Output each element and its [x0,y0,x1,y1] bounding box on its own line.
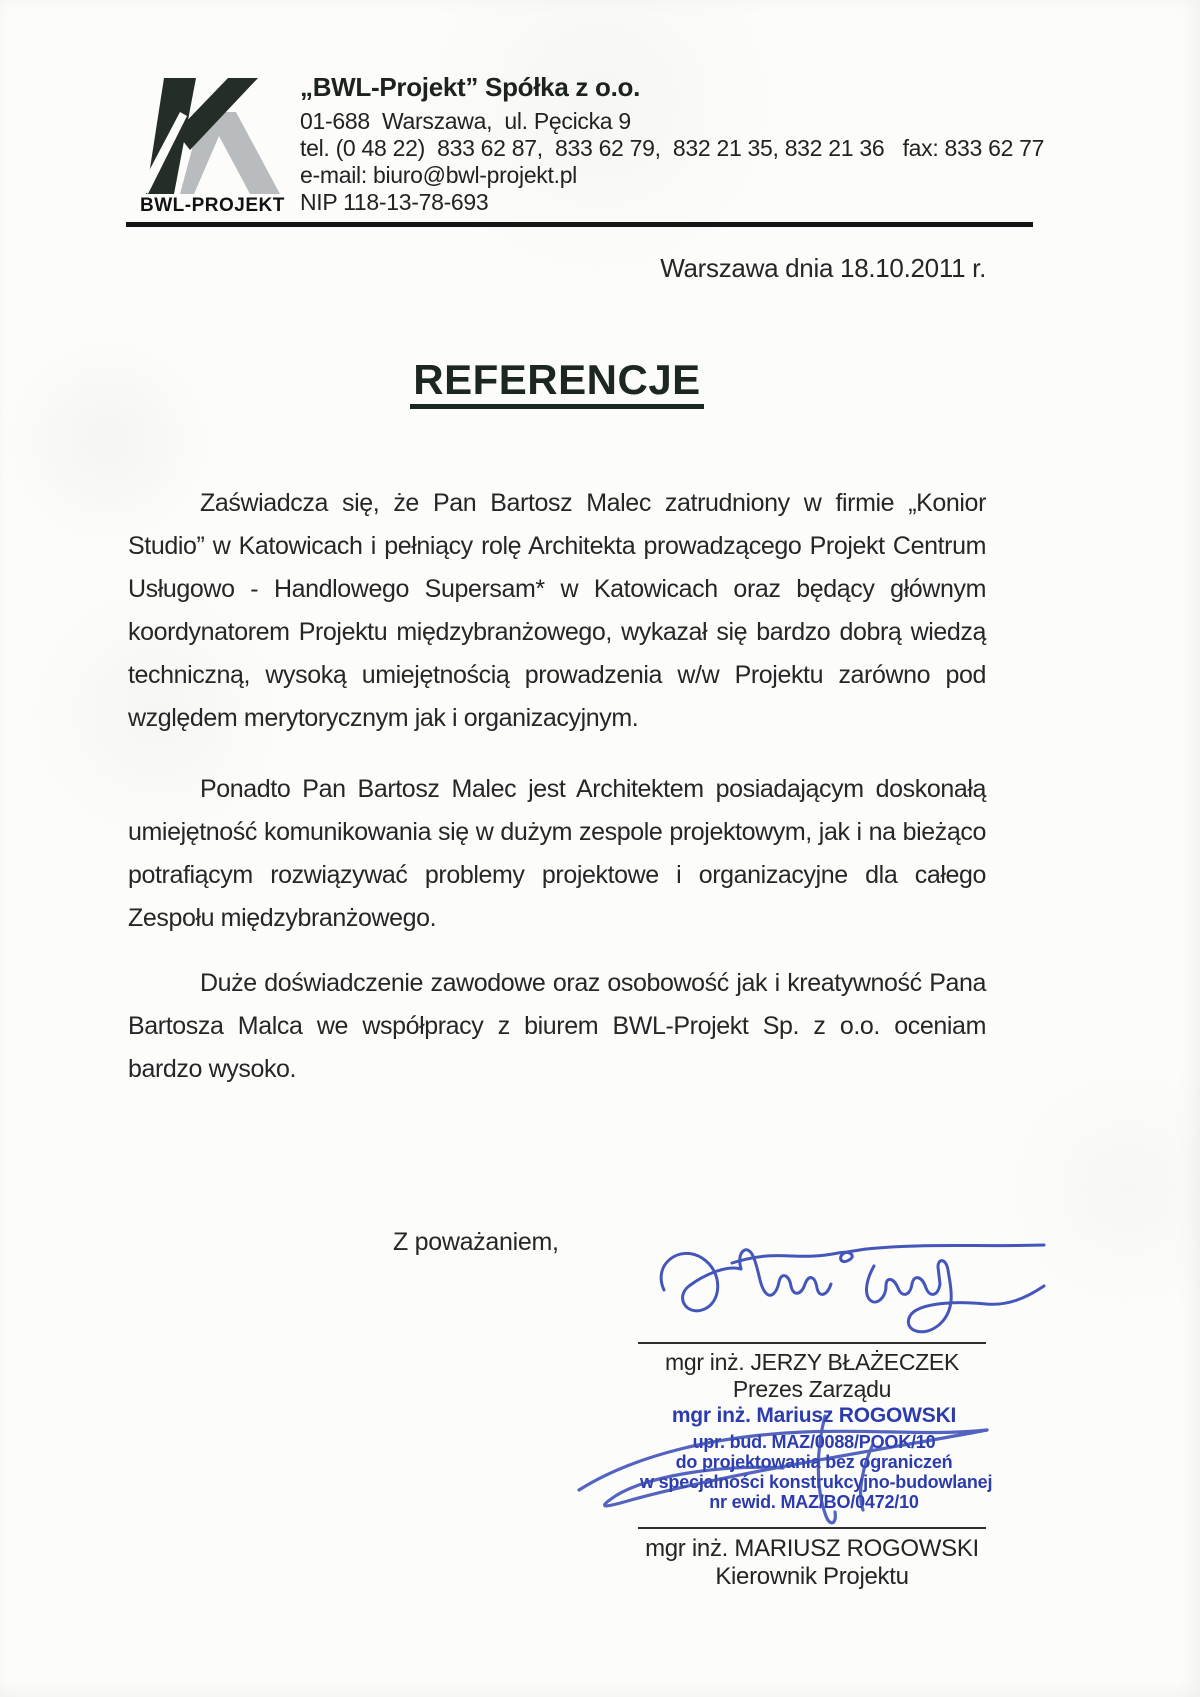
stamp-line: nr ewid. MAZ/BO/0472/10 [709,1492,919,1512]
company-info [300,72,1080,216]
company-logo [140,78,300,217]
logo-wordmark: BWL-PROJEKT [140,195,285,216]
signatory-1-title: Prezes Zarządu [732,1376,892,1402]
body-paragraph-3: Duże doświadczenie zawodowe oraz osobowość jak i kreatywność Pana Bartosza Malca we współpracy z biurem BWL-Projekt Sp. z o.o. oceniam bardzo wysoko. [128,969,986,1083]
handwritten-signature-jerzy [648,1236,1048,1340]
closing-salutation: Z poważaniem, [393,1228,559,1256]
company-nip: NIP 118-13-78-693 [300,189,489,215]
stamp-line: do projektowania bez ograniczeń [675,1452,953,1472]
stamp-line: upr. bud. MAZ/0088/POOK/10 [692,1432,936,1452]
signature-line-2 [638,1527,986,1529]
body-paragraph-1: Zaświadcza się, że Pan Bartosz Malec zatrudniony w firmie „Konior Studio” w Katowicach i pełniący rolę Architekta prowadzącego Projekt Centrum Usługowo - Handlowego Supersam* w Katowicach oraz będący głównym koordynatorem Projektu międzybranżowego, wykazał się bardzo dobrą wiedzą techniczną, wysoką umiejętnością prowadzenia w/w Projektu zarówno pod względem merytorycznym jak i organizacyjnym. [128,489,986,732]
signatory-2-name: mgr inż. MARIUSZ ROGOWSKI [645,1535,979,1562]
handwritten-signature-mariusz [573,1414,993,1534]
signature-line-1 [638,1342,986,1344]
stamp-name: mgr inż. Mariusz ROGOWSKI [671,1404,957,1427]
company-name: „BWL-Projekt” Spółka z o.o. [300,72,641,102]
bwl-k-monogram-icon [140,78,292,194]
stamp-line: w specjalności konstrukcyjno-budowlanej [640,1472,993,1492]
company-email: e-mail: biuro@bwl-projekt.pl [300,162,577,188]
signatory-2-title: Kierownik Projektu [715,1563,909,1590]
date-line: Warszawa dnia 18.10.2011 r. [660,253,986,283]
body-paragraph-2: Ponadto Pan Bartosz Malec jest Architektem posiadającym doskonałą umiejętność komunikowania się w dużym zespole projektowym, jak i na bieżąco potrafiącym rozwiązywać problemy projektowe i organizacyjne dla całego Zespołu międzybranżowego. [128,775,986,932]
company-address: 01-688 Warszawa, ul. Pęcicka 9 [300,108,631,134]
header-divider [126,222,1033,227]
signatory-1-name: mgr inż. JERZY BŁAŻECZEK [664,1349,959,1375]
document-title-text: REFERENCJE [410,360,703,409]
document-title [128,356,986,409]
company-phone: tel. (0 48 22) 833 62 87, 833 62 79, 832 21 35, 832 21 36 fax: 833 62 77 [300,135,1045,161]
